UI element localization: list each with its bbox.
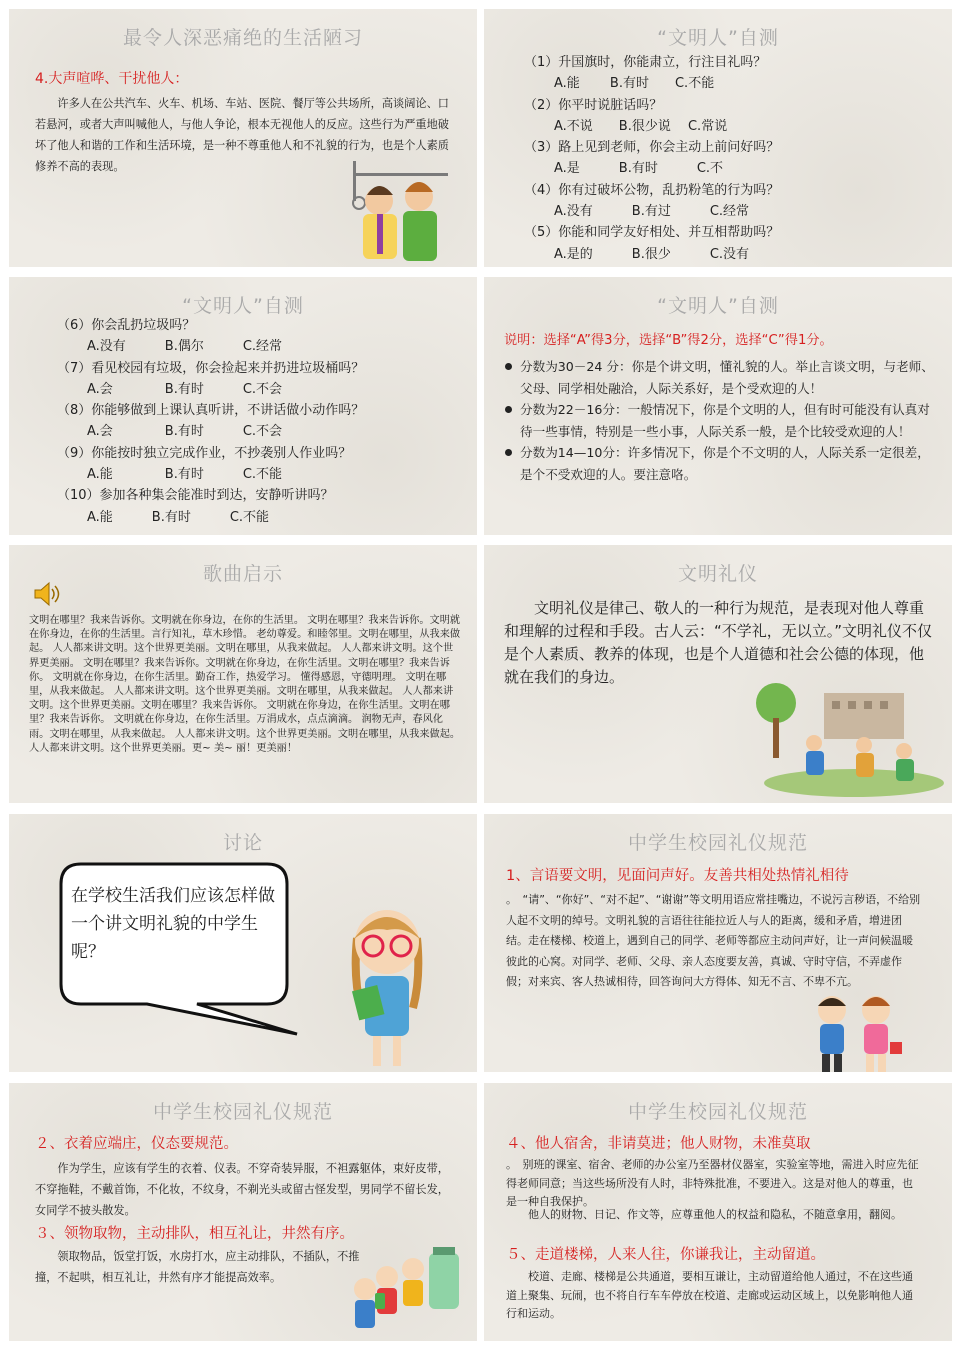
question: （10）参加各种集会能准时到达，安静听讲吗？	[57, 488, 334, 504]
question: （2）你平时说脏话吗？	[524, 97, 663, 113]
paragraph: 他人的财物、日记、作文等，应尊重他人的权益和隐私，不随意拿用，翻阅。	[528, 1208, 902, 1221]
section-heading: ３、领物取物，主动排队，相互礼让，井然有序。	[35, 1226, 354, 1242]
paragraph: 领取物品，饭堂打饭，水房打水，应主动排队，不插队，不推撞，不起哄，相互礼让，井然有序才能提高效率。	[35, 1250, 360, 1284]
options: A.是 B.有时 C.不	[554, 161, 724, 177]
paragraph: 许多人在公共汽车、火车、机场、车站、医院、餐厅等公共场所，高谈阔论、口若悬河，或者大声叫喊他人，与他人争论，根本无视他人的反应。这些行为严重地破坏了他人和谐的工作和生活环境，是一种不尊重他人和不礼貌的行为，也是个人素质修养不高的表现。	[35, 97, 449, 173]
options: A.没有 B.有过 C.经常	[554, 204, 750, 220]
kids-queueing-illustration	[347, 1243, 471, 1339]
slide-title: “文明人”自测	[182, 295, 304, 317]
slide-title: 文明礼仪	[677, 563, 758, 585]
section-heading: 4.大声喧哗、干扰他人：	[35, 71, 189, 87]
girl-with-books-illustration	[327, 904, 447, 1072]
section-heading: ４、他人宿舍，非请莫进；他人财物，未准莫取	[506, 1136, 811, 1152]
slide-title: 歌曲启示	[202, 563, 283, 585]
song-lyrics: 文明在哪里？我来告诉你。文明就在你身边，在你的生活里。 文明在哪里？我来告诉你。文明就在你身边，在你的生活里。言行知礼，草木珍惜。 老幼尊爱。和睦邻里。文明在哪里，从我来做起。 人人都来讲文明。这个世界更美丽。文明在哪里，从我来做起。 人人都来讲文明。这个世界更美丽。 文明在哪里？我来告诉你。文明就在你身边，在你生活里。文明在哪里？我来告诉你。 文明就在你身边，在你生活里。勤奋工作，热爱学习。 懂得感恩，守德明理。 文明在哪里，从我来做起。 人人都来讲文明。这个世界更美丽。文明在哪里，从我来做起。 人人都来讲文明。这个世界更美丽。文明在哪里？我来告诉你。 文明就在你身边，在你生活里。文明在哪里？我来告诉你。 文明就在你身边，在你生活里。万涓成水，点点滴滴。 润物无声，春风化雨。文明在哪里，从我来做起。 人人都来讲文明。这个世界更美丽。文明在哪里，从我来做起。 人人都来讲文明。这个世界更美丽。更~ 美~ 丽！更美丽！	[29, 615, 461, 754]
result-item: 分数为22－16分：一般情况下，你是个文明的人，但有时可能没有认真对待一些事情，特别是一些小事，人际关系一般，是个比较受欢迎的人！	[504, 399, 934, 442]
paragraph: 作为学生，应该有学生的衣着、仪表。不穿奇装异服，不袒露躯体，束好皮带，不穿拖鞋，不戴首饰，不化妆，不纹身，不剃光头或留古怪发型，男同学不留长发，女同学不披头散发。	[35, 1162, 449, 1217]
discussion-question: 在学校生活我们应该怎样做一个讲文明礼貌的中学生呢？	[71, 886, 275, 962]
slide-5	[9, 545, 477, 803]
options: A.会 B.有时 C.不会	[87, 381, 283, 397]
options: A.是的 B.很少 C.没有	[554, 246, 750, 262]
result-item: 分数为30－24 分：你是个讲文明，懂礼貌的人。举止言谈文明，与老师、父母、同学相处融洽，人际关系好，是个受欢迎的人！	[504, 356, 934, 399]
slide-4	[484, 277, 952, 535]
slide-title: 讨论	[222, 832, 263, 854]
slide-title: 中学生校园礼仪规范	[152, 1101, 333, 1123]
question: （1）升国旗时，你能肃立，行注目礼吗？	[524, 55, 767, 70]
question: （5）你能和同学友好相处、并互相帮助吗？	[524, 225, 780, 241]
people-arguing-illustration	[339, 159, 459, 264]
slide-title: 中学生校园礼仪规范	[627, 832, 808, 854]
slide-7	[9, 814, 477, 1072]
question: （4）你有过破坏公物，乱扔粉笔的行为吗？	[524, 182, 780, 198]
slide-10	[484, 1083, 952, 1341]
slide-1	[9, 9, 477, 267]
options: A.不说 B.很少说 C.常说	[554, 118, 728, 134]
paragraph: 校道、走廊、楼梯是公共通道，要相互谦让，主动留道给他人通过，不在这些通道上聚集、玩闹，也不将自行车车停放在校道、走廊或运动区域上，以免影响他人通行和运动。	[506, 1270, 913, 1320]
quiz-list	[524, 52, 944, 265]
question: （6）你会乱扔垃圾吗？	[57, 318, 196, 333]
result-item: 分数为14—10分：许多情况下，你是个不文明的人，人际关系一定很差，是个不受欢迎的人。要注意咯。	[504, 442, 934, 485]
slide-6	[484, 545, 952, 803]
slide-3	[9, 277, 477, 535]
quiz-list	[57, 315, 472, 528]
question: （9）你能按时独立完成作业，不抄袭别人作业吗？	[57, 445, 352, 461]
section-heading: ５、走道楼梯，人来人往，你谦我让，主动留道。	[506, 1247, 825, 1263]
paragraph: 文明礼仪是律己、敬人的一种行为规范，是表现对他人尊重和理解的过程和手段。古人云：“不学礼，无以立。”文明礼仪不仅是个人素质、教养的体现，也是个人道德和社会公德的体现，他就在我们的身边。	[504, 599, 933, 686]
slide-8	[484, 814, 952, 1072]
paragraph: 。 别班的课室、宿舍、老师的办公室乃至器材仪器室，实验室等地，需进入时应先征得老师同意；当这些场所没有人时，非特殊批准，不要进入。这是对他人的尊重，也是一种自我保护。	[506, 1158, 919, 1208]
options: A.没有 B.偶尔 C.经常	[87, 339, 283, 355]
speaker-icon[interactable]	[31, 579, 61, 609]
options: A.能 B.有时 C.不能	[554, 76, 715, 92]
options: A.能 B.有时 C.不能	[87, 467, 283, 483]
slide-title: “文明人”自测	[657, 27, 779, 49]
options: A.会 B.有时 C.不会	[87, 424, 283, 440]
score-results	[504, 356, 934, 485]
kids-waving-illustration	[802, 992, 912, 1072]
paragraph: 。 “请”、“你好”、“对不起”、“谢谢”等文明用语应常挂嘴边，不说污言秽语，不给别人起不文明的绰号。文明礼貌的言语往往能拉近人与人的距离，缓和矛盾，增进团结。走在楼梯、校道上，遇到自己的同学、老师等都应主动问声好，让一声问候温暖彼此的心窝。对同学、老师、父母、亲人态度要友善，真诚、守时守信，不弄虚作假；对来宾、客人热诚相待，回答询问大方得体、知无不言、不卑不亢。	[506, 893, 921, 988]
slide-title: 最令人深恶痛绝的生活陋习	[122, 27, 363, 49]
options: A.能 B.有时 C.不能	[87, 509, 270, 525]
slide-title: “文明人”自测	[657, 295, 779, 317]
slide-2	[484, 9, 952, 267]
section-heading: 1、言语要文明，见面问声好。友善共相处热情礼相待	[506, 868, 849, 884]
question: （7）看见校园有垃圾，你会捡起来并扔进垃圾桶吗？	[57, 360, 365, 376]
slide-9	[9, 1083, 477, 1341]
kids-cleaning-park-illustration	[754, 673, 944, 799]
question: （3）路上见到老师，你会主动上前问好吗？	[524, 140, 780, 156]
section-heading: ２、衣着应端庄，仪态要规范。	[35, 1136, 238, 1152]
scoring-note: 说明：选择“A”得3分，选择“B”得2分，选择“C”得1分。	[504, 333, 833, 348]
slide-title: 中学生校园礼仪规范	[627, 1101, 808, 1123]
question: （8）你能够做到上课认真听讲，不讲话做小动作吗？	[57, 403, 365, 419]
